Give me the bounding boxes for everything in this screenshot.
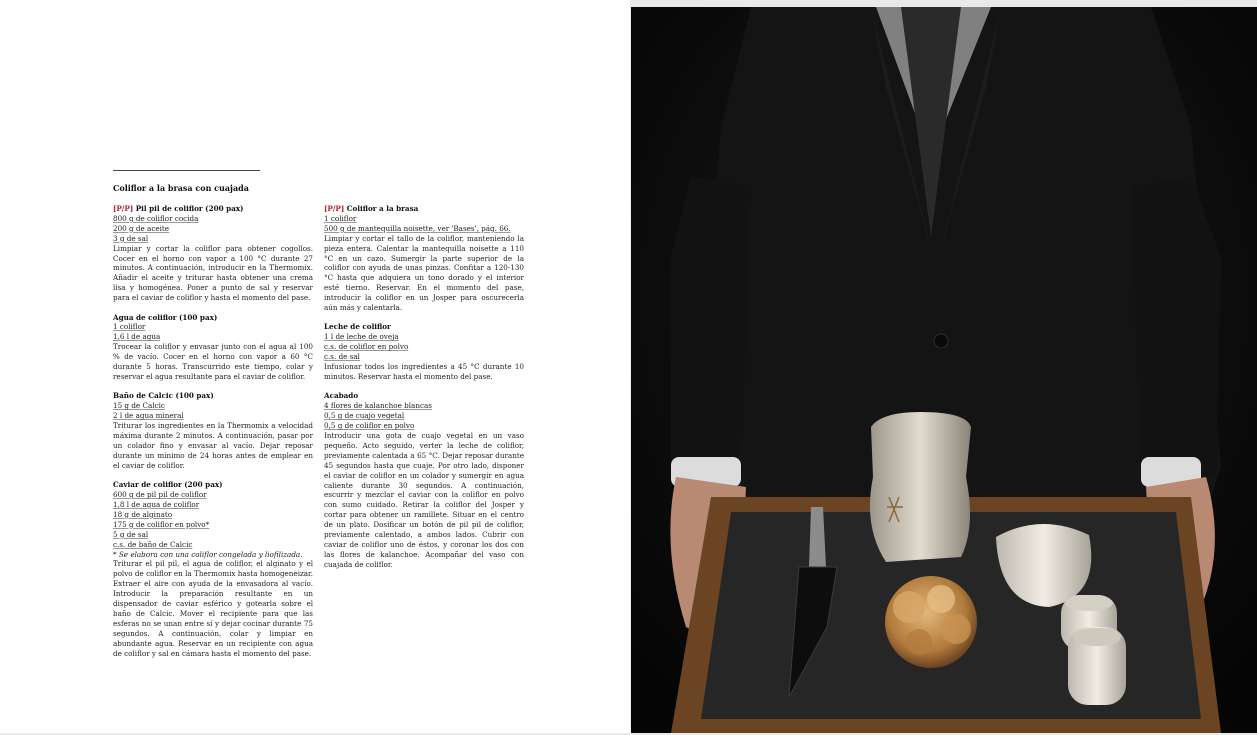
pp-badge: [P/P] bbox=[324, 204, 345, 213]
ingredient: 800 g de coliflor cocida bbox=[113, 213, 199, 223]
section-heading-text: Pil pil de coliflor (200 pax) bbox=[135, 204, 244, 213]
ingredient: 4 flores de kalanchoe blancas bbox=[324, 401, 432, 411]
ingredient: 200 g de aceite bbox=[113, 223, 170, 233]
ingredient: 3 g de sal bbox=[113, 233, 149, 243]
ingredient: c.s. de sal bbox=[324, 352, 360, 362]
jacket-button bbox=[934, 334, 948, 348]
recipe-title: Coliflor a la brasa con cuajada bbox=[113, 183, 249, 193]
section-heading bbox=[324, 391, 524, 401]
ingredient: 175 g de coliflor en polvo* bbox=[113, 519, 210, 529]
recipe-section bbox=[113, 480, 313, 658]
grilled-cauliflower bbox=[885, 576, 977, 668]
recipe-section bbox=[113, 204, 313, 303]
ingredient: 2 l de agua mineral bbox=[113, 411, 184, 421]
recipe-section bbox=[113, 313, 313, 382]
ingredient: 0,5 g de coliflor en polvo bbox=[324, 421, 415, 431]
ingredient: c.s. de coliflor en polvo bbox=[324, 342, 409, 352]
method-text: Limpiar y cortar la coliflor para obtener cogollos. Cocer en el horno con vapor a 100 °C durante 27 minutos. A continuación, introducir en la Thermomix. Añadir el aceite y triturar hasta obtener una crema lisa y homogénea. Poner a punto de sal y reservar para el caviar de coliflor y hasta el momento del pase. bbox=[113, 243, 313, 303]
ingredient: 500 g de mantequilla noisette, ver 'Bases', pág. 66. bbox=[324, 223, 511, 233]
section-heading-text: Leche de coliflor bbox=[324, 322, 391, 332]
section-heading bbox=[324, 322, 524, 332]
title-rule bbox=[113, 170, 260, 171]
section-heading-text: Agua de coliflor (100 pax) bbox=[113, 312, 218, 322]
section-heading bbox=[113, 391, 313, 401]
ingredient: 1 l de leche de oveja bbox=[324, 332, 399, 342]
section-heading bbox=[113, 204, 313, 214]
section-heading-text: Baño de Calcic (100 pax) bbox=[113, 391, 214, 401]
ingredient: 1,6 l de agua bbox=[113, 332, 161, 342]
left-page bbox=[0, 0, 630, 733]
ingredient: 15 g de Calcic bbox=[113, 401, 165, 411]
ingredient: 1,8 l de agua de coliflor bbox=[113, 499, 200, 509]
recipe-section bbox=[324, 322, 524, 381]
ingredient: 5 g de sal bbox=[113, 529, 149, 539]
section-heading-text: Acabado bbox=[324, 391, 359, 401]
recipe-column-1 bbox=[113, 204, 313, 668]
waiter-tray-illustration bbox=[631, 7, 1257, 733]
method-text: Limpiar y cortar el tallo de la coliflor, manteniendo la pieza entera. Calentar la mantequilla noisette a 110 °C en un cazo. Sumergir la parte superior de la coliflor con ayuda de unas pinzas. Confitar a 120-130 °C hasta que adquiera un tono dorado y el interior esté tierno. Reservar. En el momento del pase, introducir la coliflor en un Josper para oscurecerla aún más y calentarla. bbox=[324, 233, 524, 313]
pp-badge: [P/P] bbox=[113, 204, 134, 213]
section-heading bbox=[113, 313, 313, 323]
section-heading bbox=[324, 204, 524, 214]
ceramic-jug bbox=[870, 412, 971, 562]
ingredient-note: * Se elabora con una coliflor congelada y liofilizada. bbox=[113, 549, 303, 559]
method-text: Infusionar todos los ingredientes a 45 °C durante 10 minutos. Reservar hasta el momento del pase. bbox=[324, 362, 524, 381]
ingredient: 0,5 g de cuajo vegetal bbox=[324, 411, 405, 421]
method-text: Triturar el pil pil, el agua de coliflor, el alginato y el polvo de coliflor en la Thermomix hasta homogeneizar. Extraer el aire con ayuda de la envasadora al vacío. Introducir la preparación resultante en un dispensador de caviar esférico y gotearla sobre el baño de Calcic. Mover el recipiente para que las esferas no se unan entre sí y dejar cocinar durante 75 segundos. A continuación, colar y limpiar en abundante agua. Reservar en un recipiente con agua de coliflor y sal en cámara hasta el momento del pase. bbox=[113, 559, 313, 658]
recipe-section bbox=[324, 204, 524, 313]
ingredient: 18 g de alginato bbox=[113, 509, 173, 519]
recipe-section bbox=[113, 391, 313, 470]
dish-photo bbox=[631, 7, 1257, 733]
section-heading-text: Coliflor a la brasa bbox=[346, 204, 419, 213]
method-text: Triturar los ingredientes en la Thermomix a velocidad máxima durante 2 minutos. A continuación, pasar por un colador fino y envasar al vacío. Dejar reposar durante un mínimo de 24 horas antes de emplear en el caviar de coliflor. bbox=[113, 421, 313, 470]
ingredient: c.s. de baño de Calcic bbox=[113, 539, 193, 549]
sleeve-right bbox=[1131, 177, 1221, 477]
ingredient: 1 coliflor bbox=[113, 322, 146, 332]
method-text: Introducir una gota de cuajo vegetal en un vaso pequeño. Acto seguido, verter la leche de coliflor, previamente calentada a 65 °C. Dejar reposar durante 45 segundos hasta que cuaje. Por otro lado, disponer el caviar de coliflor en un colador y sumergir en agua caliente durante 30 segundos. A continuación, escurrir y mezclar el caviar con la coliflor en polvo con sumo cuidado. Retirar la coliflor del Josper y cortar para obtener un ramillete. Situar en el centro de un plato. Dosificar un botón de pil pil de coliflor, previamente calentado, a ambos lados. Cubrir con caviar de coliflor uno de éstos, y coronar los dos con las flores de kalanchoe. Acompañar del vaso con cuajada de coliflor. bbox=[324, 431, 524, 569]
recipe-section bbox=[324, 391, 524, 569]
section-heading-text: Caviar de coliflor (200 pax) bbox=[113, 480, 223, 490]
recipe-column-2 bbox=[324, 204, 524, 579]
method-text: Trocear la coliflor y envasar junto con el agua al 100 % de vacío. Cocer en el horno con vapor a 60 °C durante 5 horas. Transcurrido este tiempo, colar y reservar el agua resultante para el caviar de coliflor. bbox=[113, 342, 313, 381]
section-heading bbox=[113, 480, 313, 490]
ingredient: 600 g de pil pil de coliflor bbox=[113, 490, 207, 500]
ingredient: 1 coliflor bbox=[324, 213, 357, 223]
sleeve-left bbox=[671, 177, 751, 477]
